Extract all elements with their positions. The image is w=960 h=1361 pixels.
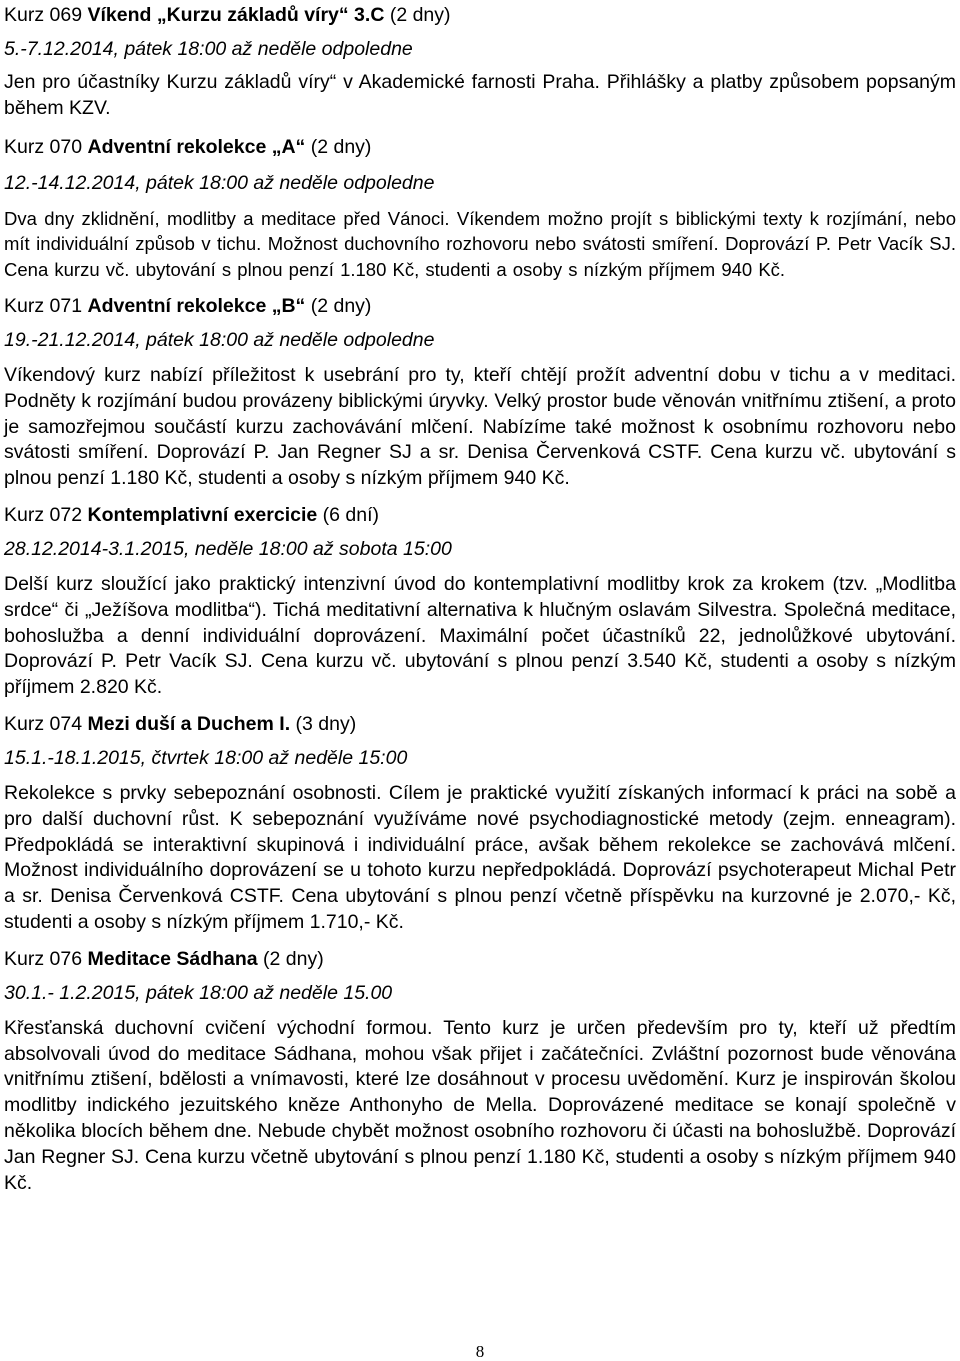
course-title: Adventní rekolekce „A“ — [87, 135, 306, 158]
course-number: Kurz 076 — [4, 947, 83, 970]
course-number: Kurz 074 — [4, 712, 83, 735]
course-description: Víkendový kurz nabízí příležitost k usebrání pro ty, kteří chtějí prožít adventní dobu v tichu a v meditaci. Podněty k rozjímání budou provázeny biblickými úryvky. Velký prostor bude věnován vnitřnímu ztišení, a proto je samozřejmou součástí kurzu zachovávání mlčení. Nabízíme také možnost k osobnímu rozhovoru nebo svátosti smíření. Doprovází P. Jan Regner SJ a sr. Denisa Červenková CSTF. Cena kurzu vč. ubytování s plnou penzí 1.180 Kč, studenti a osoby s nízkým příjmem 940 Kč. — [4, 363, 956, 490]
course-description: Křesťanská duchovní cvičení východní formou. Tento kurz je určen především pro ty, kteří už předtím absolvovali úvod do meditace Sádhana, mohou však přijet i začátečníci. Zvláštní pozornost bude věnována vnitřnímu ztišení, bdělosti a vnímavosti, které lze dosáhnout v procesu uvědomění. Kurz je inspirován školou modlitby indického jezuitského kněze Anthonyho de Mella. Doprovázené meditace se konají společně v několika blocích během dne. Nebude chybět možnost osobního rozhovoru či účasti na bohoslužbě. Doprovází Jan Regner SJ. Cena kurzu včetně ubytování s plnou penzí 1.180 Kč, studenti a osoby s nízkým příjmem 940 Kč. — [4, 1016, 956, 1194]
course-duration: (2 dny) — [310, 135, 372, 158]
course-description: Dva dny zklidnění, modlitby a meditace před Vánoci. Víkendem možno projít s biblickými texty k rozjímání, nebo mít individuální způsob v tichu. Možnost duchovního rozhovoru nebo svátosti smíření. Doprovází P. Petr Vacík SJ. Cena kurzu vč. ubytování s plnou penzí 1.180 Kč, studenti a osoby s nízkým příjmem 940 Kč. — [4, 207, 956, 281]
course-duration: (6 dní) — [322, 503, 380, 526]
course-072 — [4, 500, 956, 701]
course-date: 5.-7.12.2014, pátek 18:00 až neděle odpoledne — [4, 38, 413, 60]
course-description: Rekolekce s prvky sebepoznání osobnosti. Cílem je praktické využití získaných informací k práci na sobě a pro další duchovní růst. K sebepoznání využíváme nové psychodiagnostické metody (zejm. enneagram). Předpokládá se interaktivní skupinová i individuální práce, avšak během rekolekce se zachovává mlčení. Možnost individuálního doprovázení se u tohoto kurzu nepředpokládá. Doprovází psychoterapeut Michal Petr a sr. Denisa Červenková CSTF. Cena ubytování s plnou penzí včetně příspěvku na kurzovné je 2.070,- Kč, studenti a osoby s nízkým příjmem 1.710,- Kč. — [4, 781, 956, 933]
course-number: Kurz 072 — [4, 503, 83, 526]
course-description: Delší kurz sloužící jako praktický intenzivní úvod do kontemplativní modlitby krok za krokem (tzv. „Modlitba srdce“ či „Ježíšova modlitba“). Tichá meditativní alternativa k hlučným oslavám Silvestra. Společná meditace, bohoslužba a denní individuální doprovázení. Maximální počet účastníků 22, jednolůžkové ubytování. Doprovází P. Petr Vacík SJ. Cena kurzu vč. ubytování s plnou penzí 3.540 Kč, studenti a osoby s nízkým příjmem 2.820 Kč. — [4, 572, 956, 699]
course-duration: (2 dny) — [389, 4, 451, 26]
course-title: Kontemplativní exercicie — [87, 503, 318, 526]
course-date: 28.12.2014-3.1.2015, neděle 18:00 až sobota 15:00 — [4, 537, 452, 560]
course-number: Kurz 070 — [4, 135, 83, 158]
page-number: 8 — [475, 1342, 485, 1361]
course-date: 15.1.-18.1.2015, čtvrtek 18:00 až neděle 15:00 — [4, 746, 408, 769]
course-071 — [4, 291, 956, 492]
course-070 — [4, 132, 956, 283]
course-title: Adventní rekolekce „B“ — [87, 294, 306, 317]
course-duration: (3 dny) — [295, 712, 357, 735]
course-title: Meditace Sádhana — [87, 947, 258, 970]
course-069 — [4, 0, 956, 122]
course-number: Kurz 069 — [4, 4, 83, 26]
course-076 — [4, 944, 956, 1197]
course-description: Jen pro účastníky Kurzu základů víry“ v Akademické farnosti Praha. Přihlášky a platby způsobem popsaným během KZV. — [4, 71, 956, 119]
course-duration: (2 dny) — [263, 947, 324, 970]
course-heading — [4, 500, 956, 526]
course-duration: (2 dny) — [310, 294, 372, 317]
course-title: Víkend „Kurzu základů víry“ 3.C — [87, 4, 385, 26]
course-heading — [4, 132, 956, 158]
course-heading — [4, 0, 956, 26]
course-date: 19.-21.12.2014, pátek 18:00 až neděle odpoledne — [4, 328, 435, 351]
course-date: 12.-14.12.2014, pátek 18:00 až neděle odpoledne — [4, 171, 435, 194]
course-074 — [4, 709, 956, 936]
course-date: 30.1.- 1.2.2015, pátek 18:00 až neděle 15.00 — [4, 981, 393, 1004]
course-title: Mezi duší a Duchem I. — [87, 712, 291, 735]
course-heading — [4, 291, 956, 317]
course-heading — [4, 709, 956, 735]
document-page — [4, 0, 956, 1204]
course-number: Kurz 071 — [4, 294, 83, 317]
course-heading — [4, 944, 956, 970]
